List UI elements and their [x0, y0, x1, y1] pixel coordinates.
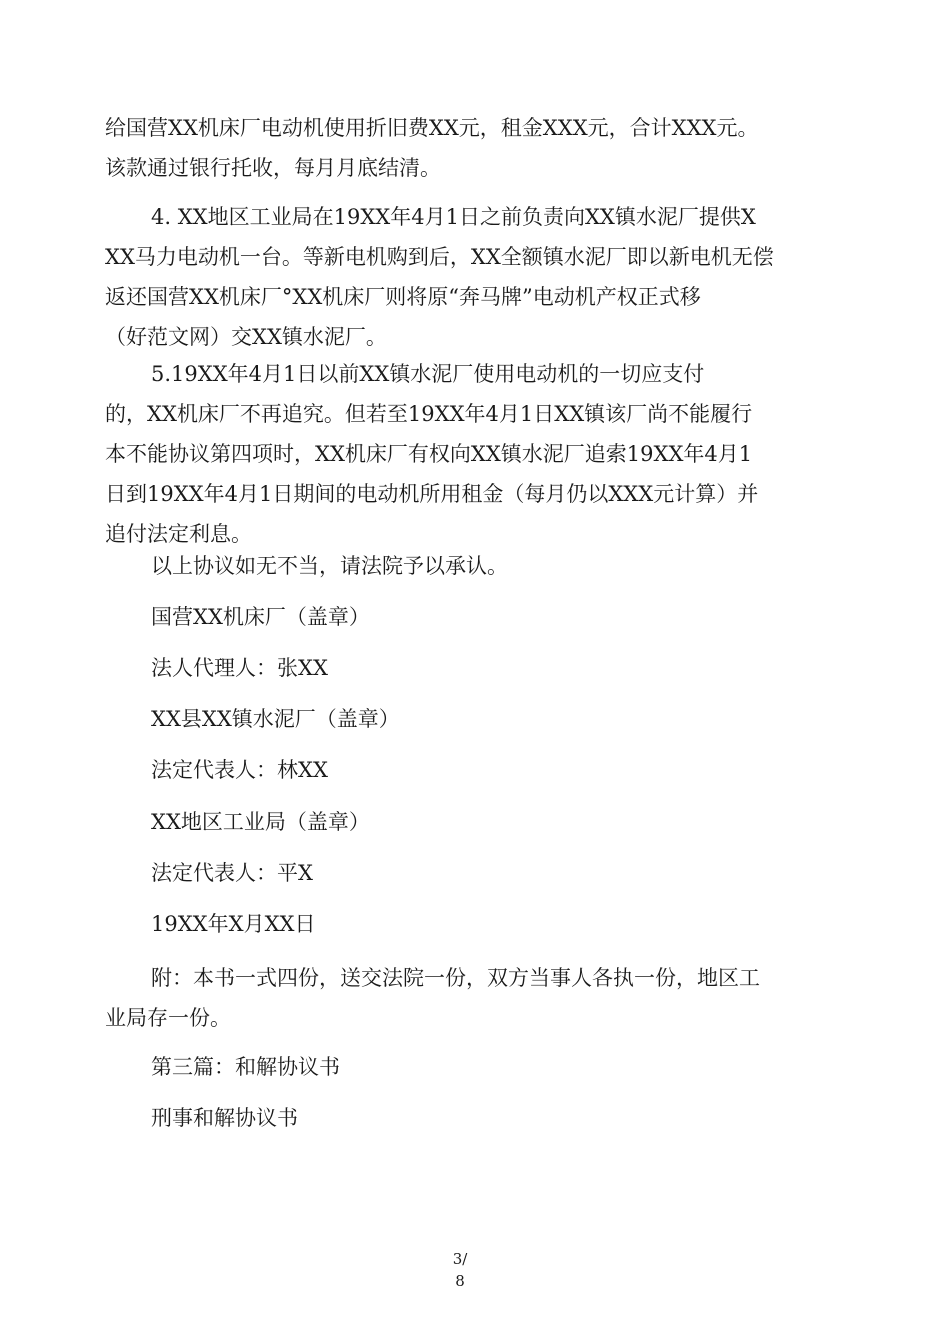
text-line: 日到19XX年4月1日期间的电动机所用租金（每月仍以XXX元计算）并: [105, 482, 759, 506]
text-line: 法人代理人：张XX: [151, 656, 328, 680]
signature-date: [105, 904, 850, 944]
text-line: XX县XX镇水泥厂（盖章）: [151, 707, 400, 731]
text-line: 以上协议如无不当，请法院予以承认。: [151, 554, 508, 578]
paragraph-item-5: [105, 354, 850, 554]
text-line: XX地区工业局（盖章）: [151, 810, 370, 834]
signature-party-2: [105, 699, 850, 739]
section-title: [105, 1047, 850, 1087]
text-line: XX马力电动机一台。等新电机购到后，XX全额镇水泥厂即以新电机无偿: [105, 245, 774, 269]
text-line: 业局存一份。: [105, 1006, 231, 1030]
page-number-total: 8: [455, 1272, 465, 1290]
text-line: 5.19XX年4月1日以前XX镇水泥厂使用电动机的一切应支付: [151, 362, 705, 386]
paragraph-appendix: [105, 958, 850, 1038]
text-line: 刑事和解协议书: [151, 1106, 298, 1130]
text-line: 19XX年X月XX日: [151, 912, 316, 936]
text-line: 法定代表人：林XX: [151, 758, 328, 782]
page-number-current: 3/: [452, 1250, 468, 1268]
text-line: 的，XX机床厂不再追究。但若至19XX年4月1日XX镇该厂尚不能履行: [105, 402, 753, 426]
text-line: 国营XX机床厂（盖章）: [151, 605, 370, 629]
page-number: [430, 1248, 490, 1292]
signature-party-3: [105, 802, 850, 842]
paragraph-item-4: [105, 197, 850, 357]
document-subtitle: [105, 1098, 850, 1138]
text-line: 本不能协议第四项时，XX机床厂有权向XX镇水泥厂追索19XX年4月1: [105, 442, 753, 466]
signature-rep-2: [105, 750, 850, 790]
text-line: 第三篇：和解协议书: [151, 1055, 340, 1079]
text-line: 给国营XX机床厂电动机使用折旧费XX元，租金XXX元，合计XXX元。: [105, 116, 759, 140]
text-line: 该款通过银行托收，每月月底结清。: [105, 156, 441, 180]
text-line: （好范文网）交XX镇水泥厂。: [105, 325, 387, 349]
text-line: 法定代表人：平X: [151, 861, 313, 885]
paragraph-fee: [105, 108, 850, 188]
signature-party-1: [105, 597, 850, 637]
signature-rep-3: [105, 853, 850, 893]
text-line: 4. XX地区工业局在19XX年4月1日之前负责向XX镇水泥厂提供X: [151, 205, 756, 229]
text-line: 返还国营XX机床厂°XX机床厂则将原“奔马牌”电动机产权正式移: [105, 285, 701, 309]
paragraph-request: [105, 546, 850, 586]
text-line: 追付法定利息。: [105, 522, 252, 546]
signature-agent-1: [105, 648, 850, 688]
text-line: 附：本书一式四份，送交法院一份，双方当事人各执一份，地区工: [151, 966, 760, 990]
